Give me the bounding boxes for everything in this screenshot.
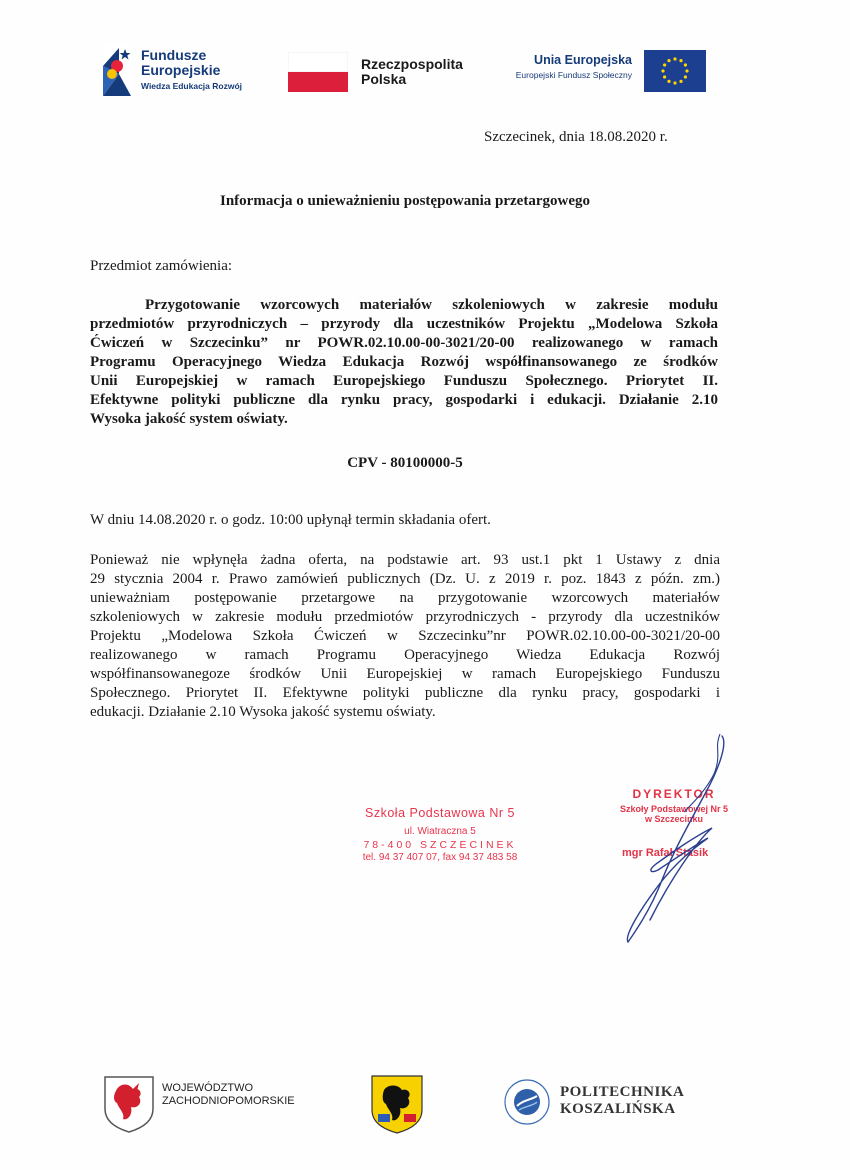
pk-line1: POLITECHNIKA xyxy=(560,1084,685,1100)
body-paragraph xyxy=(90,551,720,722)
eu-flag-icon xyxy=(644,50,706,92)
school-stamp xyxy=(340,806,540,863)
body-line: szkoleniowych w zakresie modułu przedmiotów przyrodniczych - przyrody dla uczestników xyxy=(90,609,720,625)
rp-logo xyxy=(288,52,478,92)
wz-logo xyxy=(103,1075,333,1135)
signature-drawing xyxy=(610,730,750,950)
subject-line: Przygotowanie wzorcowych materiałów szkoleniowych w zakresie modułu xyxy=(145,297,718,313)
director-line1: Szkoły Podstawowej Nr 5 xyxy=(619,804,729,814)
county-crest-icon xyxy=(370,1074,424,1134)
fe-logo-line1: Fundusze xyxy=(141,47,207,63)
subject-label: Przedmiot zamówienia: xyxy=(90,258,233,274)
subject-paragraph xyxy=(90,296,718,429)
cpv-code: CPV - 80100000-5 xyxy=(347,455,463,471)
university-seal-icon xyxy=(503,1078,551,1126)
polish-flag-icon xyxy=(288,52,348,92)
ue-logo-line1: Unia Europejska xyxy=(534,53,632,67)
wz-line2: ZACHODNIOPOMORSKIE xyxy=(162,1095,295,1107)
deadline-text: W dniu 14.08.2020 r. o godz. 10:00 upłynął termin składania ofert. xyxy=(90,512,491,528)
school-stamp-phone: tel. 94 37 407 07, fax 94 37 483 58 xyxy=(362,852,518,863)
pk-line2: KOSZALIŃSKA xyxy=(560,1101,676,1117)
body-line: 29 stycznia 2004 r. Prawo zamówień publicznych (Dz. U. z 2019 r. poz. 1843 z późn. zm.) xyxy=(90,571,720,587)
subject-line: Wysoka jakość system oświaty. xyxy=(90,411,288,427)
document-title: Informacja o unieważnieniu postępowania przetargowego xyxy=(220,193,590,209)
griffin-crest-icon xyxy=(103,1075,155,1133)
wz-line1: WOJEWÓDZTWO xyxy=(162,1082,254,1094)
body-line: Ponieważ nie wpłynęła żadna oferta, na podstawie art. 93 ust.1 pkt 1 Ustawy z dnia xyxy=(90,552,720,568)
ue-logo xyxy=(490,50,708,94)
body-line: Projektu „Modelowa Szkoła Ćwiczeń w Szczecinku”nr POWR.02.10.00-00-3021/20-00 xyxy=(90,628,720,644)
fe-logo-line3: Wiedza Edukacja Rozwój xyxy=(141,81,242,91)
body-line: unieważniam postępowanie przetargowe na przygotowanie wzorcowych materiałów xyxy=(90,590,720,606)
subject-line: Efektywne polityki publiczne dla rynku pracy, gospodarki i edukacji. Działanie 2.10 xyxy=(90,392,718,408)
school-stamp-name: Szkoła Podstawowa Nr 5 xyxy=(365,806,515,820)
body-line: Społecznego. Priorytet II. Efektywne polityki publiczne dla rynku pracy, gospodarki i xyxy=(90,685,720,701)
body-line: realizowanego w ramach Programu Operacyjnego Wiedza Edukacja Rozwój xyxy=(90,647,720,663)
subject-line: Unii Europejskiej w ramach Europejskiego Funduszu Społecznego. Priorytet II. xyxy=(90,373,718,389)
subject-line: Ćwiczeń w Szczecinku” nr POWR.02.10.00-00-3021/20-00 realizowanego w ramach xyxy=(90,335,718,351)
date-line: Szczecinek, dnia 18.08.2020 r. xyxy=(484,129,668,145)
body-line: współfinansowanegoze środków Unii Europejskiej w ramach Europejskiego Funduszu xyxy=(90,666,720,682)
subject-line: Programu Operacyjnego Wiedza Edukacja Rozwój współfinansowanego ze środków xyxy=(90,354,718,370)
fe-logo-line2: Europejskie xyxy=(141,62,221,78)
subject-line: przedmiotów przyrodniczych – przyrody dla uczestników Projektu „Modelowa Szkoła xyxy=(90,316,718,332)
director-line2: w Szczecinku xyxy=(644,814,704,824)
rp-logo-line1: Rzeczpospolita xyxy=(361,56,463,72)
eu-funds-star-icon xyxy=(103,44,131,96)
director-title: DYREKTOR xyxy=(632,787,716,801)
ue-logo-line2: Europejski Fundusz Społeczny xyxy=(515,70,632,80)
school-stamp-city: 78-400 SZCZECINEK xyxy=(363,839,517,851)
fe-logo xyxy=(103,44,263,96)
rp-logo-line2: Polska xyxy=(361,71,407,87)
body-line: edukacji. Działanie 2.10 Wysoka jakość systemu oświaty. xyxy=(90,704,436,720)
director-name: mgr Rafał Stasik xyxy=(622,847,709,859)
school-stamp-street: ul. Wiatraczna 5 xyxy=(404,826,476,837)
pk-logo xyxy=(503,1078,703,1130)
